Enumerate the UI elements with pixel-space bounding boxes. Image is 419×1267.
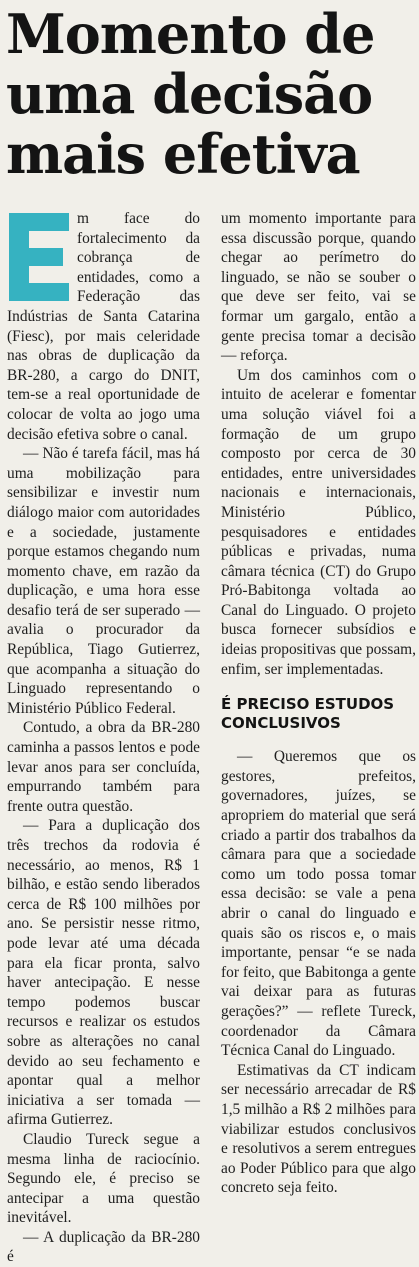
section-subheading: É PRECISO ESTUDOS CONCLUSIVOS [221,695,395,733]
headline-line-3: mais efetiva [6,122,360,186]
paragraph: — Queremos que os gestores, prefeitos, governadores, juízes, se apropriem do material que será criado a partir dos trabalhos da câmara para que a sociedade como um todo possa tomar essa decisão: se vale a pena abrir o canal do linguado e quais são os riscos e, o mais importante, pensar “e se nada for feito, que Babitonga a gente vai deixar para as futuras gerações?” — reflete Tureck, coordenador da Câmara Técnica Canal do Linguado. [221,748,416,1060]
left-column [7,209,200,1267]
paragraph: Estimativas da CT indicam ser necessário arrecadar de R$ 1,5 milhão a R$ 2 milhões para viabilizar estudos conclusivos e resolutivos a serem entregues ao Poder Público para que algo concreto seja feito. [221,1061,416,1197]
paragraph: — Para a duplicação dos três trechos da rodovia é necessário, ao menos, R$ 1 bilhão, e estão sendo liberados cerca de R$ 100 milhões por ano. Se persistir nesse ritmo, pode levar até uma década para ela ficar pronta, salvo haver antecipação. E nesse tempo podemos buscar recursos e realizar os estudos sobre as alterações no canal devido ao seu fechamento e apontar qual a melhor iniciativa a ser tomada — afirma Gutierrez. [7,817,200,1129]
paragraph: — Não é tarefa fácil, mas há uma mobilização para sensibilizar e investir num diálogo maior com autoridades e a sociedade, justamente porque estamos chegando num momento chave, em razão da duplicação, e uma hora esse desafio terá de ser superado — avalia o procurador da República, Tiago Gutierrez, que acompanha a situação do Linguado representando o Ministério Público Federal. [7,445,200,717]
headline [6,4,416,184]
headline-line-2: uma decisão [6,62,373,126]
paragraph: Contudo, a obra da BR-280 caminha a passos lentos e pode levar anos para ser concluída, empurrando também para frente outra questão. [7,719,200,815]
paragraph: — A duplicação da BR-280 é [7,1228,200,1266]
paragraph: um momento importante para essa discussão porque, quando chegar ao perímetro do linguado, se não se souber o que deve ser feito, vai se formar um gargalo, então a gente precisa tomar a decisão — reforça. [221,210,416,365]
drop-cap [7,211,71,303]
lead-paragraph-text: m face do fortalecimento da cobrança de entidades, como a Federação das Indústrias de Santa Catarina (Fiesc), por mais celeridade nas obras de duplicação da BR-280, a cargo do DNIT, tem-se a real oportunidade de colocar de volta ao jogo uma decisão efetiva sobre o canal. [7,210,200,443]
right-column [221,209,416,1198]
paragraph: Um dos caminhos com o intuito de acelerar e fomentar uma solução viável foi a formação de um grupo composto por cerca de 30 entidades, entre universidades nacionais e internacionais, Ministério Público, pesquisadores e entidades públicas e privadas, numa câmara técnica (CT) do Grupo Pró-Babitonga voltada ao Canal do Linguado. O projeto busca fornecer subsídios e ideias propositivas que possam, enfim, ser implementadas. [221,366,416,678]
paragraph [7,209,200,444]
paragraph: Claudio Tureck segue a mesma linha de raciocínio. Segundo ele, é preciso se antecipar a uma questão inevitável. [7,1130,200,1227]
headline-line-1: Momento de [6,2,375,66]
drop-cap-letter-icon [7,211,71,303]
